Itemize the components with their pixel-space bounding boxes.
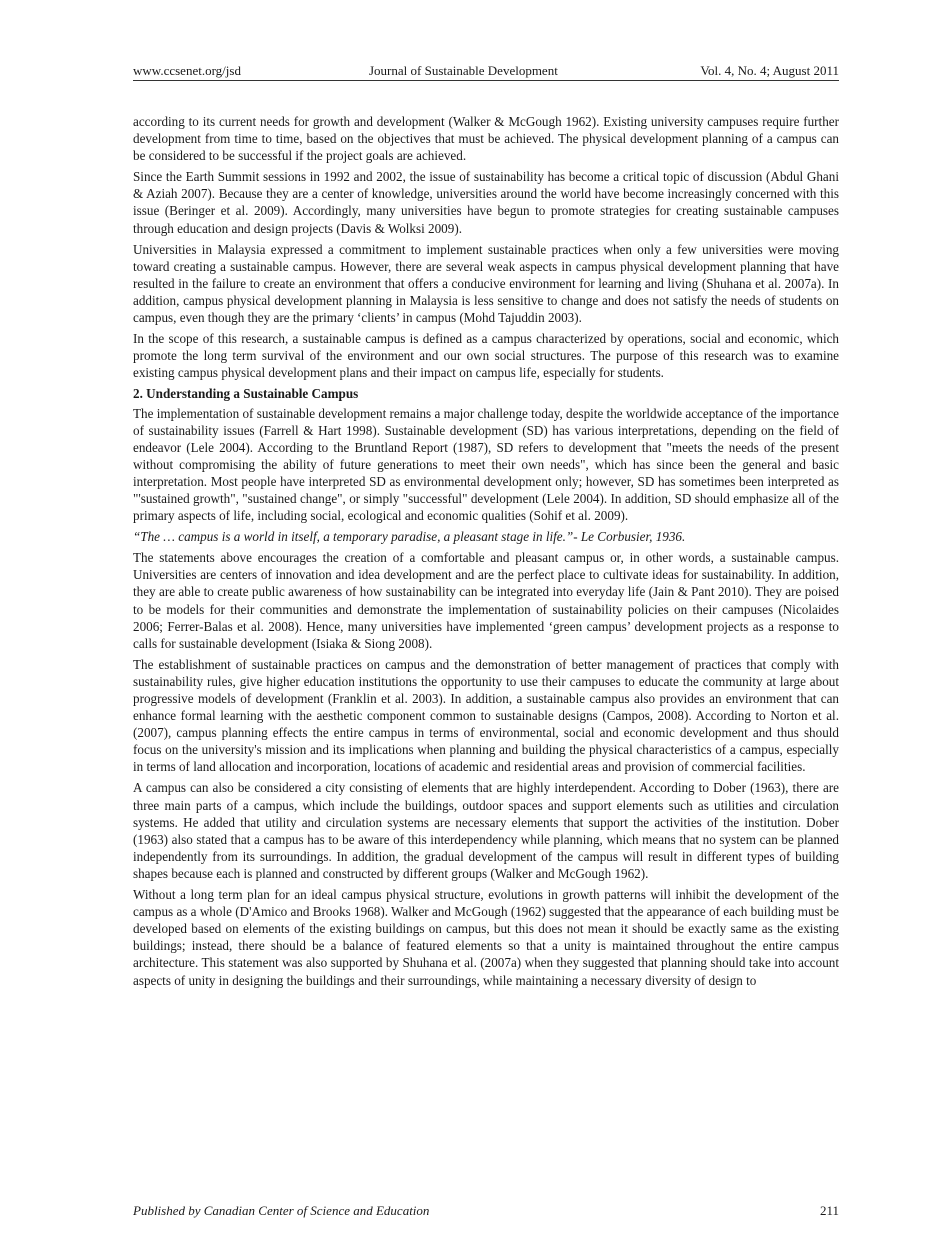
paragraph: A campus can also be considered a city consisting of elements that are highly interdependent. According to Dober (1963), there are three main parts of a campus, which include the buildings, outdoor spaces and support elements such as utilities and circulation systems. He added that utility and circulation systems are necessary elements that support the activities of the institution. Dober (1963) also stated that a campus has to be aware of this interdependency while planning, which means that no system can be planned independently from its surroundings. In addition, the gradual development of the campus will result in different types of building shapes because each is planned and constructed by different groups (Walker and McGough 1962). bbox=[133, 780, 839, 881]
journal-website: www.ccsenet.org/jsd bbox=[133, 63, 241, 78]
paragraph: In the scope of this research, a sustainable campus is defined as a campus characterized by operations, social and economic, which promote the long term survival of the environment and our own social structures. The purpose of this research was to examine existing campus physical development plans and their impact on campus life, especially for students. bbox=[133, 331, 839, 381]
running-header bbox=[133, 62, 839, 81]
running-footer bbox=[133, 1202, 839, 1220]
publisher-line: Published by Canadian Center of Science and Education bbox=[133, 1203, 430, 1218]
section-heading: 2. Understanding a Sustainable Campus bbox=[133, 386, 359, 402]
paragraph: according to its current needs for growth and development (Walker & McGough 1962). Existing university campuses require further development from time to time, based on the objectives that must be achieved. The physical development planning of a campus can be considered to be successful if the project goals are achieved. bbox=[133, 114, 839, 164]
journal-title: Journal of Sustainable Development bbox=[369, 63, 558, 78]
paragraph: Since the Earth Summit sessions in 1992 and 2002, the issue of sustainability has become a critical topic of discussion (Abdul Ghani & Aziah 2007). Because they are a center of knowledge, universities around the world have become increasingly concerned with this issue (Beringer et al. 2009). Accordingly, many universities have begun to promote strategies for creating sustainable campuses through education and design projects (Davis & Wolksi 2009). bbox=[133, 169, 839, 236]
paragraph: The implementation of sustainable development remains a major challenge today, despite the worldwide acceptance of the importance of sustainability issues (Farrell & Hart 1998). Sustainable development (SD) has various interpretations, depending on the field of endeavor (Lele 2004). According to the Bruntland Report (1987), SD refers to development that "meets the needs of the present without compromising the ability of future generations to meet their own needs", which has since been the general and basic interpretation. Most people have interpreted SD as environmental development only; however, SD has sometimes been interpreted as "'sustained growth", "sustained change", or simply "successful" development (Lele 2004). In addition, SD should emphasize all of the primary aspects of life, including social, ecological and economic qualities (Sohif et al. 2009). bbox=[133, 405, 839, 524]
quote: “The … campus is a world in itself, a temporary paradise, a pleasant stage in life.”- Le Corbusier, 1936. bbox=[133, 529, 686, 545]
paragraph: Universities in Malaysia expressed a commitment to implement sustainable practices when only a few universities were moving toward creating a sustainable campus. However, there are several weak aspects in campus physical development planning that have resulted in the failure to create an environment that offers a conducive environment for learning and living (Shuhana et al. 2007a). In addition, campus physical development planning in Malaysia is less sensitive to change and does not satisfy the needs of students on campus, even though they are the primary ‘clients’ in campus (Mohd Tajuddin 2003). bbox=[133, 241, 839, 326]
paragraph: The statements above encourages the creation of a comfortable and pleasant campus or, in other words, a sustainable campus. Universities are centers of innovation and idea development and are the perfect place to cultivate ideas for sustainability. In addition, they are able to create public awareness of how sustainability can be integrated into everyday life (Jain & Pant 2010). They are poised to be models for their communities and demonstrate the implementation of sustainability policies on their campuses (Nicolaides 2006; Ferrer-Balas et al. 2008). Hence, many universities have implemented ‘green campus’ development projects as a response to calls for sustainable development (Isiaka & Siong 2008). bbox=[133, 550, 839, 651]
article-body bbox=[133, 113, 839, 993]
page-number: 211 bbox=[819, 1203, 839, 1218]
paragraph: The establishment of sustainable practices on campus and the demonstration of better management of practices that comply with sustainability rules, give higher education institutions the opportunity to use their campuses to educate the community at large about progressive models of development (Franklin et al. 2003). In addition, a sustainable campus also provides an environment that can enhance formal learning with the aesthetic component common to sustainable designs (Campos, 2008). According to Norton et al. (2007), campus planning effects the entire campus in terms of environmental, social and economic development and thus should focus on the university's mission and its implications when planning and building the physical characteristics of a campus, especially in terms of land allocation and incorporation, locations of academic and residential areas and provision of commercial facilities. bbox=[133, 656, 839, 775]
journal-issue: Vol. 4, No. 4; August 2011 bbox=[700, 63, 839, 78]
paragraph: Without a long term plan for an ideal campus physical structure, evolutions in growth patterns will inhibit the development of the campus as a whole (D'Amico and Brooks 1968). Walker and McGough (1962) suggested that the appearance of each building must be developed based on elements of the existing buildings on campus, but this does not mean it should be exactly same as the existing buildings; instead, there should be a balance of featured elements so that a unity is maintained throughout the entire campus architecture. This statement was also supported by Shuhana et al. (2007a) when they suggested that planning should take into account aspects of unity in designing the buildings and their surroundings, while maintaining a necessary diversity of design to bbox=[133, 887, 839, 988]
